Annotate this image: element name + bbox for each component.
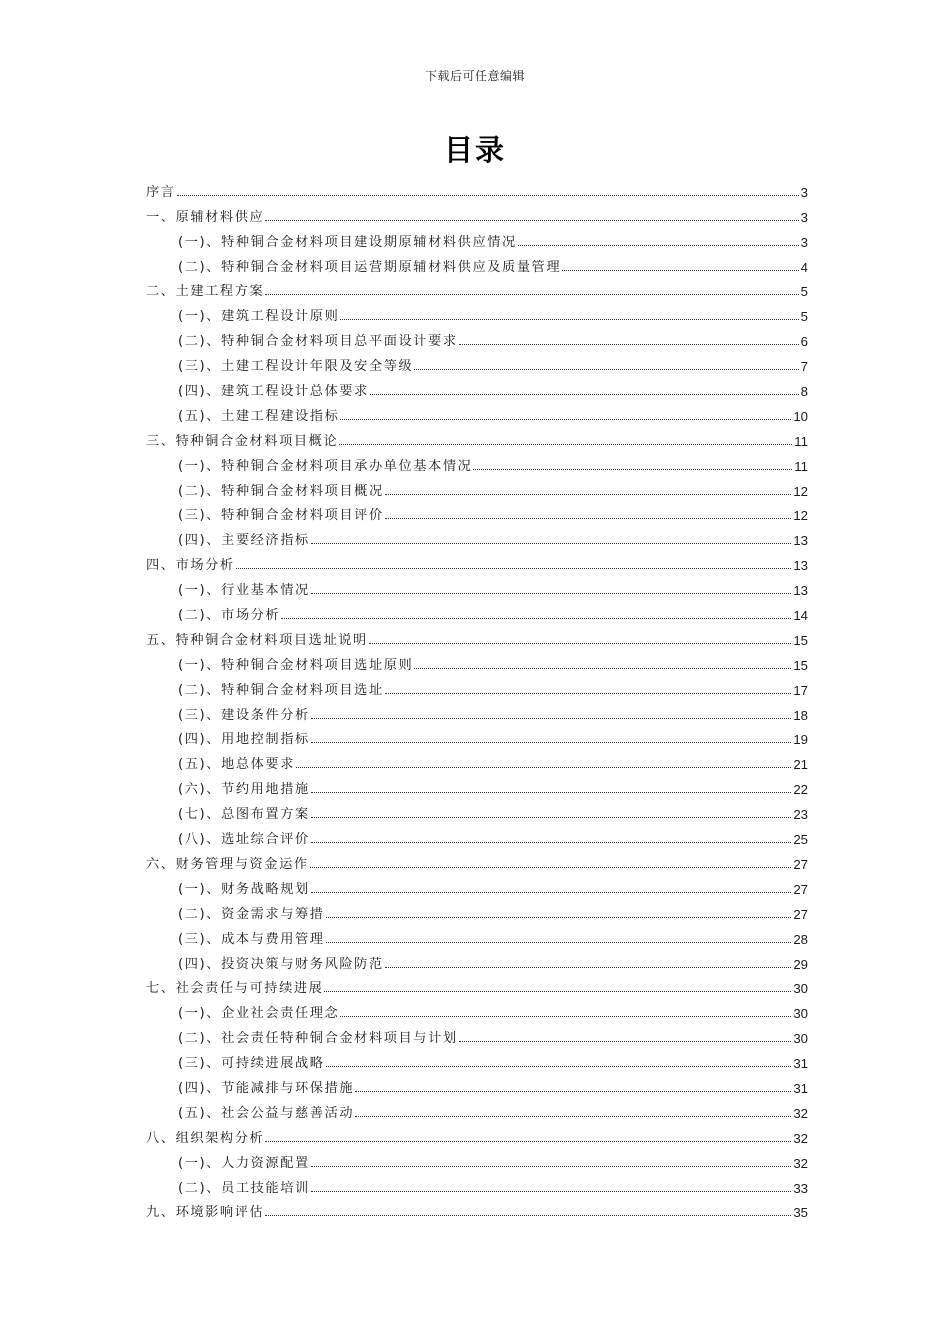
toc-dot-leader	[414, 668, 791, 669]
toc-dot-leader	[385, 967, 792, 968]
toc-entry[interactable]	[146, 349, 808, 374]
toc-page-number: 12	[793, 483, 808, 499]
toc-dot-leader	[265, 220, 798, 221]
toc-page-number: 30	[793, 1006, 808, 1022]
toc-entry-label: 六、财务管理与资金运作	[146, 856, 309, 872]
toc-entry-label: (二)、特种铜合金材料项目运营期原辅材料供应及质量管理	[178, 259, 562, 275]
toc-entry[interactable]	[146, 449, 808, 474]
toc-entry[interactable]	[146, 623, 808, 648]
toc-entry[interactable]	[146, 250, 808, 275]
toc-entry[interactable]	[146, 474, 808, 499]
toc-entry-label: (四)、用地控制指标	[178, 732, 310, 748]
toc-entry-label: (二)、资金需求与筹措	[178, 906, 325, 922]
toc-page-number: 11	[794, 433, 808, 449]
toc-page-number: 8	[800, 384, 808, 400]
toc-dot-leader	[311, 742, 792, 743]
toc-entry[interactable]	[146, 424, 808, 449]
toc-entry-label: (三)、成本与费用管理	[178, 931, 325, 947]
toc-page-number: 13	[793, 558, 808, 574]
toc-entry[interactable]	[146, 1096, 808, 1121]
toc-page-number: 15	[793, 632, 808, 648]
toc-entry-label: (一)、建筑工程设计原则	[178, 309, 340, 325]
toc-page-number: 4	[800, 259, 808, 275]
toc-page-number: 3	[800, 184, 808, 200]
toc-entry[interactable]	[146, 648, 808, 673]
toc-dot-leader	[459, 344, 799, 345]
toc-entry-label: 序言	[146, 184, 176, 200]
toc-entry-label: (五)、社会公益与慈善活动	[178, 1105, 355, 1121]
toc-entry-label: (一)、特种铜合金材料项目选址原则	[178, 657, 414, 673]
toc-page-number: 13	[793, 533, 808, 549]
toc-dot-leader	[473, 469, 792, 470]
toc-entry-label: (三)、土建工程设计年限及安全等级	[178, 359, 414, 375]
toc-page-number: 3	[800, 234, 808, 250]
toc-page-number: 27	[793, 856, 808, 872]
toc-entry-label: 一、原辅材料供应	[146, 209, 265, 225]
toc-dot-leader	[355, 1116, 791, 1117]
toc-page-number: 18	[793, 707, 808, 723]
toc-dot-leader	[326, 942, 792, 943]
toc-page-number: 5	[800, 284, 808, 300]
toc-dot-leader	[385, 693, 792, 694]
toc-page-number: 29	[793, 956, 808, 972]
toc-dot-leader	[562, 270, 798, 271]
toc-entry[interactable]	[146, 324, 808, 349]
toc-dot-leader	[414, 369, 798, 370]
toc-dot-leader	[310, 867, 792, 868]
toc-dot-leader	[370, 394, 799, 395]
toc-entry[interactable]	[146, 399, 808, 424]
toc-page-number: 7	[800, 359, 808, 375]
toc-entry-label: 八、组织架构分析	[146, 1130, 265, 1146]
toc-entry[interactable]	[146, 922, 808, 947]
toc-dot-leader	[324, 991, 791, 992]
toc-dot-leader	[385, 518, 792, 519]
toc-page-number: 28	[793, 931, 808, 947]
toc-dot-leader	[281, 618, 791, 619]
header-note: 下载后可任意编辑	[424, 69, 525, 83]
toc-page-number: 31	[793, 1056, 808, 1072]
toc-dot-leader	[311, 817, 792, 818]
toc-page-number: 31	[793, 1080, 808, 1096]
toc-entry[interactable]	[146, 822, 808, 847]
toc-entry-label: (一)、行业基本情况	[178, 583, 310, 599]
toc-page-number: 33	[793, 1180, 808, 1196]
toc-entry[interactable]	[146, 1171, 808, 1196]
toc-page-number: 22	[793, 782, 808, 798]
toc-page-number: 32	[793, 1105, 808, 1121]
toc-entry[interactable]	[146, 1021, 808, 1046]
toc-dot-leader	[340, 319, 798, 320]
toc-entry-label: 五、特种铜合金材料项目选址说明	[146, 632, 368, 648]
toc-entry-label: 四、市场分析	[146, 558, 235, 574]
toc-dot-leader	[265, 294, 798, 295]
toc-entry[interactable]	[146, 1046, 808, 1071]
toc-entry-label: (五)、地总体要求	[178, 757, 296, 773]
toc-entry-label: (一)、人力资源配置	[178, 1155, 310, 1171]
toc-entry[interactable]	[146, 698, 808, 723]
toc-entry-label: (二)、员工技能培训	[178, 1180, 310, 1196]
toc-entry[interactable]	[146, 847, 808, 872]
toc-page-number: 17	[793, 682, 808, 698]
toc-page-number: 32	[793, 1155, 808, 1171]
toc-page-number: 21	[793, 757, 808, 773]
toc-page-number: 5	[800, 309, 808, 325]
toc-dot-leader	[326, 917, 792, 918]
toc-dot-leader	[236, 568, 792, 569]
toc-page-number: 25	[793, 832, 808, 848]
toc-dot-leader	[296, 767, 791, 768]
toc-entry[interactable]	[146, 548, 808, 573]
toc-entry-label: (二)、特种铜合金材料项目总平面设计要求	[178, 334, 458, 350]
toc-entry[interactable]	[146, 772, 808, 797]
toc-entry[interactable]	[146, 947, 808, 972]
toc-entry[interactable]	[146, 573, 808, 598]
toc-dot-leader	[311, 543, 792, 544]
toc-page-number: 3	[800, 209, 808, 225]
toc-dot-leader	[355, 1091, 791, 1092]
toc-entry[interactable]	[146, 299, 808, 324]
toc-dot-leader	[311, 1191, 792, 1192]
toc-dot-leader	[340, 1016, 791, 1017]
toc-dot-leader	[265, 1141, 791, 1142]
toc-entry-label: 二、土建工程方案	[146, 284, 265, 300]
toc-entry[interactable]	[146, 598, 808, 623]
toc-entry-label: 七、社会责任与可持续进展	[146, 981, 324, 997]
toc-dot-leader	[311, 792, 792, 793]
toc-entry-label: (二)、特种铜合金材料项目概况	[178, 483, 384, 499]
toc-entry[interactable]	[146, 275, 808, 300]
toc-entry-label: (三)、可持续进展战略	[178, 1056, 325, 1072]
toc-page-number: 15	[793, 657, 808, 673]
toc-page-number: 35	[793, 1205, 808, 1221]
toc-dot-leader	[518, 245, 799, 246]
toc-entry-label: (四)、节能减排与环保措施	[178, 1080, 355, 1096]
toc-entry-label: (四)、建筑工程设计总体要求	[178, 384, 369, 400]
toc-page-number: 27	[793, 881, 808, 897]
toc-entry[interactable]	[146, 1071, 808, 1096]
toc-entry[interactable]	[146, 200, 808, 225]
toc-entry-label: 九、环境影响评估	[146, 1205, 265, 1221]
toc-dot-leader	[177, 195, 799, 196]
toc-entry[interactable]	[146, 872, 808, 897]
toc-entry-label: (一)、特种铜合金材料项目承办单位基本情况	[178, 458, 473, 474]
toc-entry-label: (一)、特种铜合金材料项目建设期原辅材料供应情况	[178, 234, 517, 250]
toc-dot-leader	[311, 892, 792, 893]
toc-page-number: 30	[793, 1031, 808, 1047]
toc-page-number: 11	[794, 458, 808, 474]
toc-entry[interactable]	[146, 723, 808, 748]
toc-entry[interactable]	[146, 897, 808, 922]
toc-entry-label: (三)、建设条件分析	[178, 707, 310, 723]
toc-entry-label: 三、特种铜合金材料项目概论	[146, 433, 339, 449]
toc-page-number: 27	[793, 906, 808, 922]
toc-entry[interactable]	[146, 673, 808, 698]
toc-entry-label: (一)、财务战略规划	[178, 881, 310, 897]
toc-entry[interactable]	[146, 225, 808, 250]
toc-entry-label: (二)、社会责任特种铜合金材料项目与计划	[178, 1031, 458, 1047]
toc-page-number: 13	[793, 583, 808, 599]
toc-dot-leader	[265, 1215, 791, 1216]
toc-entry[interactable]	[146, 374, 808, 399]
toc-page-number: 12	[793, 508, 808, 524]
toc-entry-label: (七)、总图布置方案	[178, 807, 310, 823]
toc-entry-label: (四)、主要经济指标	[178, 533, 310, 549]
toc-entry[interactable]	[146, 972, 808, 997]
toc-page-number: 6	[800, 334, 808, 350]
toc-entry-label: (四)、投资决策与财务风险防范	[178, 956, 384, 972]
toc-entry[interactable]	[146, 175, 808, 200]
toc-entry-label: (二)、特种铜合金材料项目选址	[178, 682, 384, 698]
toc-dot-leader	[385, 494, 792, 495]
toc-page-number: 30	[793, 981, 808, 997]
toc-entry[interactable]	[146, 499, 808, 524]
toc-page-number: 32	[793, 1130, 808, 1146]
toc-entry[interactable]	[146, 747, 808, 772]
toc-entry[interactable]	[146, 797, 808, 822]
page-title: 目录	[443, 133, 506, 167]
toc-dot-leader	[339, 444, 792, 445]
toc-dot-leader	[311, 842, 792, 843]
toc-entry[interactable]	[146, 1196, 808, 1221]
toc-entry[interactable]	[146, 523, 808, 548]
toc-page-number: 10	[793, 408, 808, 424]
toc-entry-label: (三)、特种铜合金材料项目评价	[178, 508, 384, 524]
toc-dot-leader	[326, 1066, 792, 1067]
toc-entry-label: (五)、土建工程建设指标	[178, 408, 340, 424]
toc-entry-label: (二)、市场分析	[178, 608, 281, 624]
toc-entry[interactable]	[146, 1146, 808, 1171]
toc-dot-leader	[340, 419, 791, 420]
toc-entry-label: (一)、企业社会责任理念	[178, 1006, 340, 1022]
toc-dot-leader	[311, 1166, 792, 1167]
toc-dot-leader	[311, 718, 792, 719]
toc-entry-label: (八)、选址综合评价	[178, 832, 310, 848]
toc-entry[interactable]	[146, 1121, 808, 1146]
toc-entry-label: (六)、节约用地措施	[178, 782, 310, 798]
table-of-contents	[146, 175, 808, 1220]
toc-dot-leader	[311, 593, 792, 594]
toc-entry[interactable]	[146, 996, 808, 1021]
toc-dot-leader	[459, 1041, 792, 1042]
toc-page-number: 14	[793, 608, 808, 624]
toc-page-number: 19	[793, 732, 808, 748]
toc-page-number: 23	[793, 807, 808, 823]
toc-dot-leader	[369, 643, 792, 644]
